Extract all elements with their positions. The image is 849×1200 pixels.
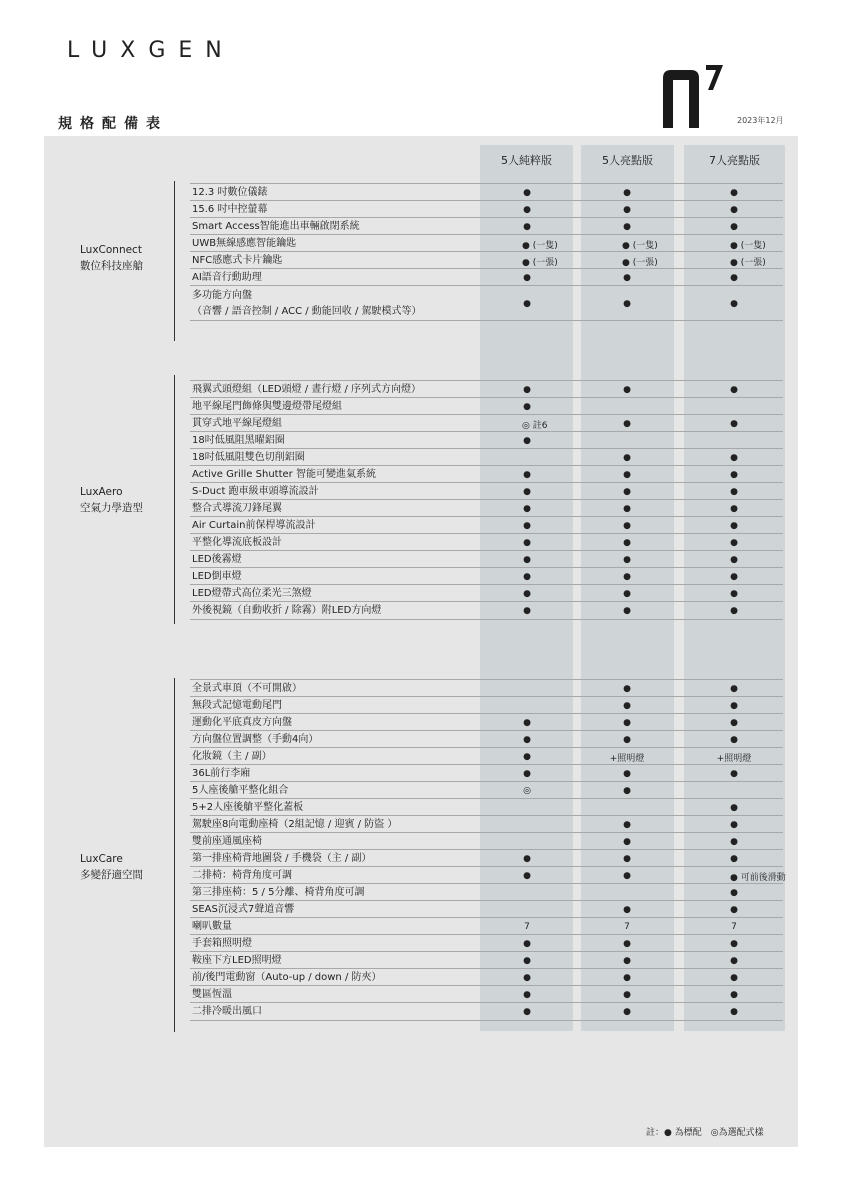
feature-text: Air Curtain前保桿導流設計	[192, 520, 316, 531]
feature-label	[192, 903, 294, 917]
spec-value: ●	[730, 905, 738, 915]
spec-value	[482, 885, 572, 901]
spec-value: ●	[730, 385, 738, 395]
feature-text: 15.6 吋中控螢幕	[192, 204, 268, 215]
spec-value: ●	[523, 854, 531, 864]
group-bracket	[174, 181, 175, 341]
spec-value: ◎	[523, 786, 531, 796]
spec-value: +照明燈	[609, 753, 645, 764]
table-row	[190, 431, 783, 449]
spec-value: ●	[730, 837, 738, 847]
spec-value: ●	[730, 521, 738, 531]
spec-value: ●	[730, 939, 738, 949]
spec-value: ●	[523, 273, 531, 283]
feature-text: 手套箱照明燈	[192, 938, 252, 949]
spec-value: ●	[730, 735, 738, 745]
feature-text: LED後霧燈	[192, 554, 242, 565]
feature-label	[192, 468, 376, 482]
spec-value: ●	[523, 871, 531, 881]
feature-label	[192, 451, 305, 465]
spec-value: ●	[623, 990, 631, 1000]
spec-value: ●	[623, 572, 631, 582]
feature-text: 運動化平底真皮方向盤	[192, 717, 292, 728]
spec-value	[482, 902, 572, 918]
spec-value: ●	[623, 222, 631, 232]
feature-text: 地平線尾門飾條與雙邊燈帶尾燈組	[192, 401, 342, 412]
feature-label	[192, 801, 303, 815]
table-row	[190, 679, 783, 697]
spec-value: ●	[730, 419, 738, 429]
spec-value: ●	[523, 521, 531, 531]
spec-value: ●	[730, 684, 738, 694]
feature-text: 18吋低風阻黑曜鋁圈	[192, 435, 285, 446]
feature-label	[192, 237, 296, 251]
spec-value: ●	[523, 606, 531, 616]
feature-text: 外後視鏡（自動收折 / 除霧）附LED方向燈	[192, 605, 382, 616]
spec-value: ●	[523, 436, 531, 446]
table-row	[190, 550, 783, 568]
spec-value	[482, 450, 572, 466]
spec-value: ●	[730, 718, 738, 728]
table-row	[190, 764, 783, 782]
spec-value: ●	[730, 990, 738, 1000]
table-row	[190, 866, 786, 884]
spec-value	[582, 885, 672, 901]
spec-value: 7	[731, 922, 737, 932]
spec-value: ●	[623, 820, 631, 830]
feature-label	[192, 536, 282, 550]
feature-text: 第一排座椅背地圖袋 / 手機袋（主 / 副）	[192, 853, 372, 864]
spec-value: ●	[730, 205, 738, 215]
feature-label	[192, 1005, 262, 1019]
feature-text: 鞍座下方LED照明燈	[192, 955, 282, 966]
feature-label	[192, 570, 242, 584]
feature-text: 化妝鏡（主 / 副）	[192, 751, 272, 762]
group-label-luxconnect	[80, 242, 143, 274]
group-name-zh: 空氣力學造型	[80, 502, 143, 514]
feature-text: 5人座後艙平整化組合	[192, 785, 289, 796]
spec-value: ●	[523, 385, 531, 395]
spec-value: ● (一張)	[730, 257, 766, 268]
feature-label	[192, 988, 232, 1002]
table-row	[190, 268, 783, 286]
spec-value: ●	[623, 905, 631, 915]
spec-value: ● 可前後滑動	[730, 872, 786, 883]
spec-value: ●	[523, 735, 531, 745]
feature-text: 雙區恆溫	[192, 989, 232, 1000]
feature-text: Active Grille Shutter 智能可變進氣系統	[192, 469, 376, 480]
spec-value: ●	[623, 956, 631, 966]
table-row	[190, 516, 783, 534]
spec-value: ●	[730, 273, 738, 283]
column-header: 7人亮點版	[709, 154, 760, 167]
table-row	[190, 747, 783, 765]
table-row	[190, 251, 783, 269]
spec-value: ●	[523, 990, 531, 1000]
spec-value: ●	[623, 273, 631, 283]
spec-value	[582, 399, 672, 415]
column-header: 5人純粹版	[501, 154, 552, 167]
spec-value: ●	[523, 188, 531, 198]
feature-text: 雙前座通風座椅	[192, 836, 262, 847]
spec-value: ●	[523, 1007, 531, 1017]
feature-label	[192, 954, 282, 968]
spec-value: ●	[730, 487, 738, 497]
spec-value: ●	[730, 888, 738, 898]
spec-value: ●	[623, 299, 631, 309]
spec-value: ●	[730, 589, 738, 599]
spec-value: ●	[623, 973, 631, 983]
spec-value: ● (一隻)	[622, 240, 658, 251]
spec-value: ●	[730, 820, 738, 830]
feature-label	[192, 271, 262, 285]
spec-value	[582, 433, 672, 449]
spec-value: ●	[730, 803, 738, 813]
spec-value: ●	[623, 786, 631, 796]
model-logo	[661, 60, 741, 130]
spec-value: ●	[523, 538, 531, 548]
spec-value: ● (一隻)	[730, 240, 766, 251]
feature-label	[192, 434, 285, 448]
spec-value: ●	[623, 769, 631, 779]
table-row	[190, 397, 783, 415]
spec-value: ●	[523, 299, 531, 309]
spec-value: ●	[523, 589, 531, 599]
group-label-luxcare	[80, 851, 143, 883]
feature-text: LED倒車燈	[192, 571, 242, 582]
feature-label	[192, 750, 272, 764]
feature-text: 喇叭數量	[192, 921, 232, 932]
table-row	[190, 985, 783, 1003]
feature-label	[192, 784, 288, 798]
spec-value: ●	[730, 555, 738, 565]
table-row	[190, 917, 783, 935]
spec-value: ●	[623, 684, 631, 694]
brand-logo: LUXGEN	[67, 38, 235, 63]
spec-value: ● (一隻)	[522, 240, 558, 251]
feature-label	[192, 553, 242, 567]
feature-label	[192, 254, 282, 268]
feature-label	[192, 767, 250, 781]
spec-value: ●	[730, 701, 738, 711]
spec-value: ●	[730, 854, 738, 864]
feature-text: 二排椅：椅背角度可調	[192, 870, 292, 881]
spec-value: ●	[623, 205, 631, 215]
spec-value	[482, 817, 572, 833]
group-name-zh: 多變舒適空間	[80, 869, 143, 881]
spec-value: ● (一張)	[522, 257, 558, 268]
table-row	[190, 217, 783, 235]
spec-value: ●	[730, 222, 738, 232]
feature-text: 12.3 吋數位儀錶	[192, 187, 268, 198]
spec-value: ●	[730, 606, 738, 616]
spec-value: ●	[730, 188, 738, 198]
spec-value: ●	[523, 956, 531, 966]
issue-date: 2023年12月	[737, 116, 784, 125]
feature-label	[192, 485, 319, 499]
spec-value: ●	[623, 385, 631, 395]
feature-text: 前/後門電動窗（Auto-up / down / 防夾）	[192, 972, 382, 983]
spec-value: +照明燈	[716, 753, 752, 764]
spec-value: ●	[623, 521, 631, 531]
feature-text: 二排冷暖出風口	[192, 1006, 262, 1017]
table-row	[190, 849, 783, 867]
feature-text: Smart Access智能進出車輛啟閉系統	[192, 221, 360, 232]
column-header: 5人亮點版	[602, 154, 653, 167]
spec-value: ●	[523, 718, 531, 728]
spec-value: ●	[730, 973, 738, 983]
feature-text: UWB無線感應智能鑰匙	[192, 238, 297, 249]
spec-value: ●	[623, 555, 631, 565]
feature-text: NFC感應式卡片鑰匙	[192, 255, 283, 266]
feature-text: 36L前行李廂	[192, 768, 251, 779]
feature-text: 方向盤位置調整（手動4向）	[192, 734, 319, 745]
table-row	[190, 713, 783, 731]
spec-value: ●	[730, 956, 738, 966]
spec-value: ●	[523, 487, 531, 497]
spec-value: ●	[730, 470, 738, 480]
spec-value: ●	[623, 735, 631, 745]
table-row	[190, 414, 783, 432]
table-row	[190, 934, 783, 952]
feature-label	[192, 886, 364, 900]
spec-value	[482, 698, 572, 714]
feature-text: 5+2人座後艙平整化蓋板	[192, 802, 304, 813]
feature-label	[192, 220, 360, 234]
table-row	[190, 781, 783, 799]
table-row	[190, 584, 783, 602]
spec-value: ●	[623, 718, 631, 728]
group-bracket	[174, 678, 175, 1032]
spec-value: ●	[623, 487, 631, 497]
feature-label	[192, 818, 397, 832]
table-row	[190, 832, 783, 850]
table-row	[190, 234, 783, 252]
group-label-luxaero	[80, 484, 143, 516]
table-row	[190, 883, 783, 901]
feature-text: 全景式車頂（不可開啟）	[192, 683, 302, 694]
spec-value	[482, 834, 572, 850]
feature-text: 飛翼式頭燈組（LED頭燈 / 晝行燈 / 序列式方向燈）	[192, 384, 422, 395]
group-name-zh: 數位科技座艙	[80, 260, 143, 272]
spec-value: ●	[623, 504, 631, 514]
spec-value: ● (一張)	[622, 257, 658, 268]
table-row	[190, 696, 783, 714]
feature-label	[192, 587, 312, 601]
spec-value: ●	[623, 701, 631, 711]
spec-value: ●	[523, 470, 531, 480]
feature-label	[192, 920, 232, 934]
spec-value: ●	[730, 453, 738, 463]
feature-text: 無段式記憶電動尾門	[192, 700, 282, 711]
feature-label	[192, 203, 267, 217]
feature-text: 第三排座椅：5 / 5分離、椅背角度可調	[192, 887, 365, 898]
table-row	[190, 601, 783, 620]
footnote: 註：● 為標配 ◎為選配式樣	[646, 1128, 764, 1138]
spec-value: ●	[623, 589, 631, 599]
spec-value: ◎ 註6	[522, 420, 548, 431]
spec-value: ●	[623, 470, 631, 480]
feature-text: LED燈帶式高位柔光三煞燈	[192, 588, 312, 599]
spec-value	[582, 800, 672, 816]
table-row	[190, 900, 783, 918]
group-name-en: LuxConnect	[80, 244, 142, 256]
feature-text: 駕駛座8向電動座椅（2組記憶 / 迎賓 / 防盜 ）	[192, 819, 398, 830]
spec-value: ●	[623, 538, 631, 548]
spec-value: ●	[623, 453, 631, 463]
feature-label	[192, 937, 252, 951]
spec-value: ●	[730, 538, 738, 548]
group-name-en: LuxAero	[80, 486, 123, 498]
spec-value: ●	[523, 572, 531, 582]
feature-label	[192, 604, 381, 618]
spec-value	[684, 433, 784, 449]
table-row	[190, 798, 783, 816]
spec-value: ●	[623, 854, 631, 864]
spec-value: ●	[623, 419, 631, 429]
feature-label	[192, 682, 302, 696]
spec-value: ●	[523, 402, 531, 412]
table-row	[190, 465, 783, 483]
feature-label	[192, 186, 267, 200]
feature-text: 平整化導流底板設計	[192, 537, 282, 548]
spec-value: ●	[730, 504, 738, 514]
spec-value: ●	[623, 837, 631, 847]
feature-label	[192, 733, 318, 747]
feature-label	[192, 716, 292, 730]
spec-value: ●	[523, 752, 531, 762]
spec-value: ●	[523, 555, 531, 565]
spec-value	[482, 681, 572, 697]
table-row	[190, 380, 783, 398]
spec-value: ●	[623, 871, 631, 881]
spec-value	[684, 783, 784, 799]
table-row	[190, 533, 783, 551]
table-row	[190, 951, 783, 969]
feature-label	[192, 383, 421, 397]
feature-text: 多功能方向盤	[192, 290, 252, 301]
feature-text: 整合式導流刀鋒尾翼	[192, 503, 282, 514]
feature-label	[192, 417, 282, 431]
feature-subtext: （音響 / 語音控制 / ACC / 動能回收 / 駕駛模式等）	[192, 306, 422, 317]
table-row	[190, 567, 783, 585]
spec-value: ●	[523, 973, 531, 983]
spec-value: ●	[730, 299, 738, 309]
feature-text: SEAS沉浸式7聲道音響	[192, 904, 295, 915]
feature-label	[192, 971, 382, 985]
table-row	[190, 183, 783, 201]
spec-value: ●	[523, 222, 531, 232]
table-row	[190, 285, 783, 321]
table-row	[190, 815, 783, 833]
feature-label	[192, 852, 371, 866]
spec-value: ●	[623, 188, 631, 198]
spec-value: ●	[523, 939, 531, 949]
spec-value: ●	[523, 769, 531, 779]
spec-value: ●	[623, 939, 631, 949]
page-title: 規格配備表	[58, 116, 168, 132]
feature-label	[192, 869, 292, 883]
feature-label	[192, 699, 282, 713]
table-row	[190, 730, 783, 748]
spec-value: ●	[623, 1007, 631, 1017]
spec-value: ●	[523, 504, 531, 514]
feature-label	[192, 502, 282, 516]
spec-value	[482, 800, 572, 816]
spec-value: ●	[730, 769, 738, 779]
spec-value: ●	[730, 572, 738, 582]
feature-text: 貫穿式地平線尾燈組	[192, 418, 282, 429]
feature-text: S-Duct 跑車級車頭導流設計	[192, 486, 319, 497]
feature-label	[192, 519, 316, 533]
group-bracket	[174, 375, 175, 624]
table-row	[190, 499, 783, 517]
spec-value	[684, 399, 784, 415]
table-row	[190, 448, 783, 466]
feature-label	[192, 835, 262, 849]
table-row	[190, 482, 783, 500]
group-name-en: LuxCare	[80, 853, 123, 865]
feature-text: AI語音行動助理	[192, 272, 262, 283]
spec-value: 7	[624, 922, 630, 932]
feature-text: 18吋低風阻雙色切削鋁圈	[192, 452, 305, 463]
spec-value: ●	[523, 205, 531, 215]
table-row	[190, 1002, 783, 1021]
spec-value: 7	[524, 922, 530, 932]
spec-value: ●	[623, 606, 631, 616]
table-row	[190, 200, 783, 218]
table-row	[190, 968, 783, 986]
feature-label	[192, 400, 342, 414]
spec-value: ●	[730, 1007, 738, 1017]
feature-label	[192, 288, 422, 320]
